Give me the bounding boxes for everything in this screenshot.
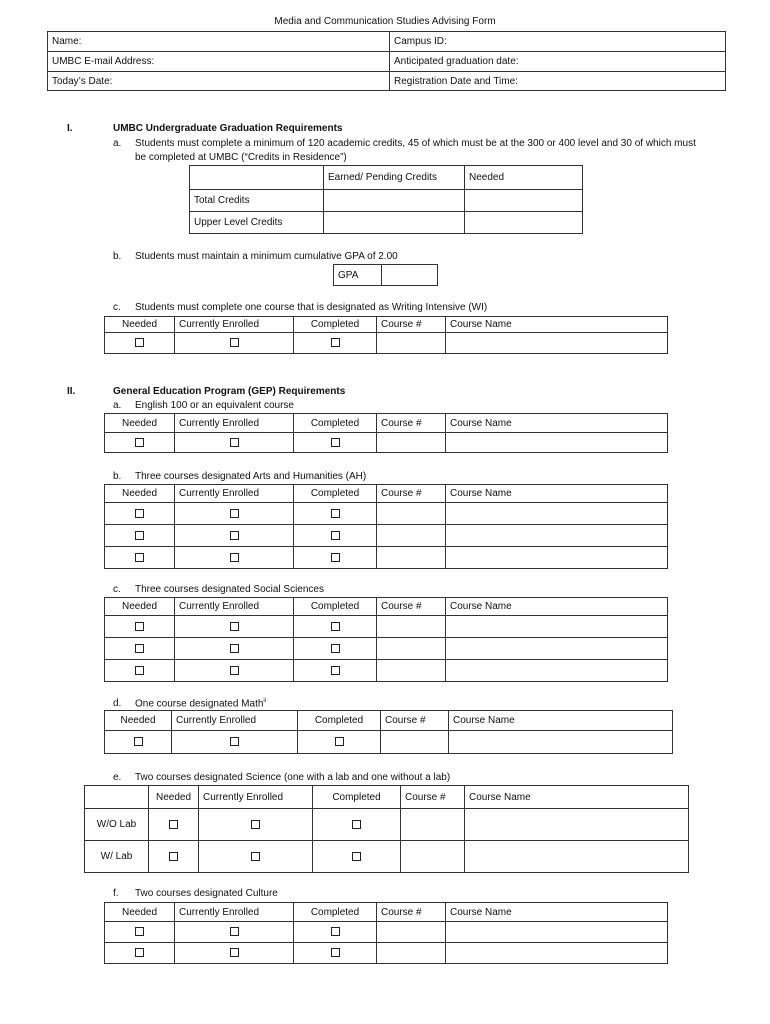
course-name-cell[interactable]: [446, 638, 668, 660]
upper-level-credits-label: Upper Level Credits: [190, 212, 324, 234]
culture-course-table: [104, 902, 668, 964]
student-info-table: [47, 31, 726, 91]
enrolled-checkbox[interactable]: [230, 438, 239, 447]
ah-course-table: [104, 484, 668, 569]
completed-header: Completed: [294, 903, 377, 922]
needed-checkbox[interactable]: [135, 927, 144, 936]
science-course-table: [84, 785, 689, 873]
without-lab-label: W/O Lab: [85, 809, 149, 841]
enrolled-checkbox[interactable]: [230, 927, 239, 936]
registration-date-field[interactable]: Registration Date and Time:: [390, 72, 726, 91]
completed-checkbox[interactable]: [331, 509, 340, 518]
course-number-cell[interactable]: [377, 660, 446, 682]
enrolled-header: Currently Enrolled: [175, 485, 294, 503]
course-number-header: Course #: [377, 903, 446, 922]
completed-checkbox[interactable]: [331, 948, 340, 957]
course-number-header: Course #: [381, 711, 449, 731]
course-name-cell[interactable]: [446, 616, 668, 638]
enrolled-checkbox[interactable]: [230, 338, 239, 347]
course-number-cell[interactable]: [401, 809, 465, 841]
course-number-cell[interactable]: [401, 841, 465, 873]
completed-checkbox[interactable]: [331, 553, 340, 562]
course-number-cell[interactable]: [377, 333, 446, 354]
enrolled-checkbox[interactable]: [230, 666, 239, 675]
enrolled-checkbox[interactable]: [251, 852, 260, 861]
needed-checkbox[interactable]: [169, 820, 178, 829]
course-name-cell[interactable]: [446, 333, 668, 354]
enrolled-checkbox[interactable]: [230, 509, 239, 518]
ss-course-table: [104, 597, 668, 682]
item-letter: b.: [113, 471, 122, 482]
course-name-header: Course Name: [446, 414, 668, 433]
wi-course-table: [104, 316, 668, 354]
name-field[interactable]: Name:: [48, 32, 390, 52]
course-number-cell[interactable]: [377, 503, 446, 525]
completed-header: Completed: [294, 317, 377, 333]
earned-credits-header: Earned/ Pending Credits: [324, 166, 465, 190]
with-lab-label: W/ Lab: [85, 841, 149, 873]
enrolled-checkbox[interactable]: [230, 531, 239, 540]
needed-checkbox[interactable]: [135, 553, 144, 562]
needed-checkbox[interactable]: [135, 622, 144, 631]
course-name-cell[interactable]: [446, 525, 668, 547]
completed-header: Completed: [313, 786, 401, 809]
needed-header: Needed: [105, 711, 172, 731]
english-course-table: [104, 413, 668, 453]
course-name-header: Course Name: [446, 598, 668, 616]
item-letter: f.: [113, 888, 119, 899]
course-name-cell[interactable]: [449, 731, 673, 754]
completed-checkbox[interactable]: [331, 622, 340, 631]
requirement-text: Three courses designated Social Sciences: [135, 584, 324, 595]
course-number-header: Course #: [401, 786, 465, 809]
course-number-cell[interactable]: [377, 616, 446, 638]
section-1-number: I.: [67, 123, 73, 134]
course-name-header: Course Name: [449, 711, 673, 731]
needed-header: Needed: [105, 317, 175, 333]
enrolled-header: Currently Enrolled: [199, 786, 313, 809]
section-2-number: II.: [67, 386, 76, 397]
completed-header: Completed: [298, 711, 381, 731]
needed-checkbox[interactable]: [169, 852, 178, 861]
enrolled-header: Currently Enrolled: [175, 317, 294, 333]
course-name-cell[interactable]: [446, 433, 668, 453]
course-name-header: Course Name: [446, 485, 668, 503]
gpa-table: [333, 264, 438, 286]
course-number-cell[interactable]: [377, 638, 446, 660]
course-name-cell[interactable]: [465, 841, 689, 873]
enrolled-checkbox[interactable]: [230, 737, 239, 746]
enrolled-checkbox[interactable]: [230, 644, 239, 653]
enrolled-checkbox[interactable]: [230, 948, 239, 957]
math-course-table: [104, 710, 673, 754]
completed-checkbox[interactable]: [352, 820, 361, 829]
campus-id-field[interactable]: Campus ID:: [390, 32, 726, 52]
course-number-header: Course #: [377, 414, 446, 433]
completed-checkbox[interactable]: [331, 644, 340, 653]
course-name-cell[interactable]: [446, 660, 668, 682]
gpa-input[interactable]: [382, 265, 438, 286]
enrolled-header: Currently Enrolled: [175, 598, 294, 616]
course-name-cell[interactable]: [465, 809, 689, 841]
needed-checkbox[interactable]: [134, 737, 143, 746]
section-2-title: General Education Program (GEP) Requirements: [113, 386, 346, 397]
section-1-title: UMBC Undergraduate Graduation Requirements: [113, 123, 343, 134]
course-number-header: Course #: [377, 598, 446, 616]
course-name-header: Course Name: [446, 317, 668, 333]
course-number-header: Course #: [377, 485, 446, 503]
requirement-text: Students must complete one course that is designated as Writing Intensive (WI): [135, 302, 488, 313]
graduation-date-field[interactable]: Anticipated graduation date:: [390, 52, 726, 72]
completed-header: Completed: [294, 598, 377, 616]
item-letter: a.: [113, 400, 122, 411]
needed-checkbox[interactable]: [135, 338, 144, 347]
item-letter: a.: [113, 138, 122, 149]
course-name-cell[interactable]: [446, 922, 668, 943]
needed-header: Needed: [105, 414, 175, 433]
needed-checkbox[interactable]: [135, 438, 144, 447]
item-letter: c.: [113, 584, 121, 595]
table-cell[interactable]: [465, 190, 583, 212]
item-letter: e.: [113, 772, 122, 783]
course-number-cell[interactable]: [377, 547, 446, 569]
completed-checkbox[interactable]: [331, 927, 340, 936]
requirement-text: Two courses designated Science (one with a lab and one without a lab): [135, 772, 451, 783]
completed-checkbox[interactable]: [331, 666, 340, 675]
requirement-text: Students must complete a minimum of 120 academic credits, 45 of which must be at the 300 or 400 level and 30 of which must: [135, 138, 696, 149]
course-name-header: Course Name: [446, 903, 668, 922]
needed-checkbox[interactable]: [135, 509, 144, 518]
page-title: Media and Communication Studies Advising Form: [274, 16, 496, 27]
item-letter: b.: [113, 251, 122, 262]
enrolled-checkbox[interactable]: [230, 553, 239, 562]
today-date-field[interactable]: Today’s Date:: [48, 72, 390, 91]
needed-checkbox[interactable]: [135, 948, 144, 957]
needed-header: Needed: [149, 786, 199, 809]
item-letter: d.: [113, 698, 122, 709]
credits-table: [189, 165, 583, 234]
course-number-cell[interactable]: [377, 525, 446, 547]
course-number-cell[interactable]: [377, 433, 446, 453]
needed-header: Needed: [105, 903, 175, 922]
completed-header: Completed: [294, 414, 377, 433]
item-letter: c.: [113, 302, 121, 313]
course-name-cell[interactable]: [446, 943, 668, 964]
needed-header: Needed: [105, 485, 175, 503]
needed-checkbox[interactable]: [135, 531, 144, 540]
enrolled-checkbox[interactable]: [251, 820, 260, 829]
course-number-cell[interactable]: [377, 943, 446, 964]
course-number-header: Course #: [377, 317, 446, 333]
completed-checkbox[interactable]: [331, 531, 340, 540]
needed-header: Needed: [105, 598, 175, 616]
completed-checkbox[interactable]: [352, 852, 361, 861]
needed-checkbox[interactable]: [135, 666, 144, 675]
table-cell[interactable]: [324, 212, 465, 234]
requirement-text: One course designated Math$^{ii}$: [135, 698, 267, 710]
course-number-cell[interactable]: [381, 731, 449, 754]
total-credits-label: Total Credits: [190, 190, 324, 212]
completed-checkbox[interactable]: [331, 338, 340, 347]
course-name-cell[interactable]: [446, 547, 668, 569]
completed-header: Completed: [294, 485, 377, 503]
needed-header: Needed: [465, 166, 583, 190]
course-name-header: Course Name: [465, 786, 689, 809]
table-cell[interactable]: [324, 190, 465, 212]
course-number-cell[interactable]: [377, 922, 446, 943]
requirement-text: Three courses designated Arts and Humanities (AH): [135, 471, 367, 482]
completed-checkbox[interactable]: [335, 737, 344, 746]
enrolled-header: Currently Enrolled: [172, 711, 298, 731]
requirement-text: Two courses designated Culture: [135, 888, 278, 899]
email-field[interactable]: UMBC E-mail Address:: [48, 52, 390, 72]
completed-checkbox[interactable]: [331, 438, 340, 447]
enrolled-header: Currently Enrolled: [175, 903, 294, 922]
gpa-label: GPA: [334, 265, 382, 286]
requirement-text: be completed at UMBC (“Credits in Residence”): [135, 152, 347, 163]
enrolled-checkbox[interactable]: [230, 622, 239, 631]
table-cell[interactable]: [465, 212, 583, 234]
needed-checkbox[interactable]: [135, 644, 144, 653]
requirement-text: Students must maintain a minimum cumulative GPA of 2.00: [135, 251, 398, 262]
requirement-text: English 100 or an equivalent course: [135, 400, 294, 411]
course-name-cell[interactable]: [446, 503, 668, 525]
enrolled-header: Currently Enrolled: [175, 414, 294, 433]
